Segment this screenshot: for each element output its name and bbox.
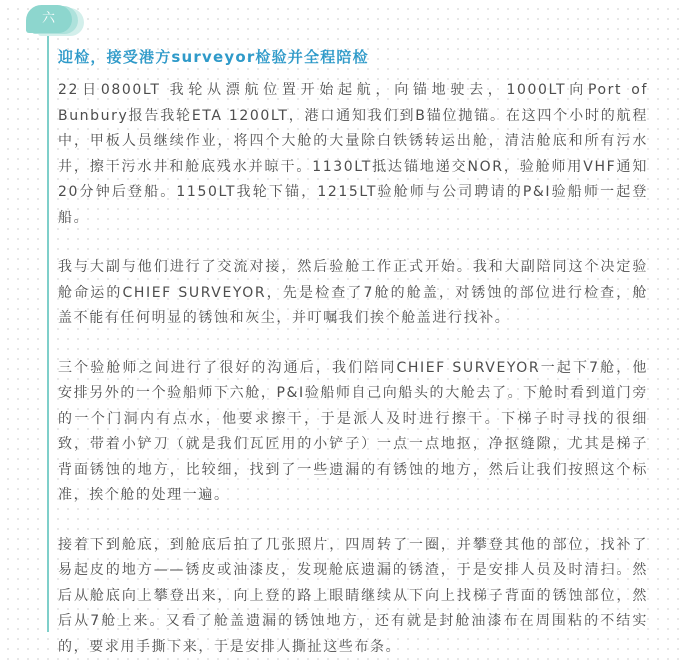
paragraph-tank-top-inspection: 接着下到舱底，到舱底后拍了几张照片，四周转了一圈，并攀登其他的部位，找补了易起皮的地方——锈皮或油漆皮，发现舱底遗漏的锈渣，于是安排人员及时清扫。然后从舱底向上攀登出来，向上登的路上眼睛继续从下向上找梯子背面的锈蚀部位，然后从7舱上来。又看了舱盖遗漏的锈蚀地方，还有就是封舱油漆布在周围粘的不结实的，要求用手撕下来，于是安排人撕扯这些布条。 xyxy=(58,533,648,660)
timeline-line xyxy=(47,10,49,632)
section-number: 六 xyxy=(26,5,72,33)
article-content xyxy=(58,46,648,660)
paragraph-hold-inspection: 三个验舱师之间进行了很好的沟通后，我们陪同CHIEF SURVEYOR一起下7舱，他安排另外的一个验船师下六舱，P&I验船师自己向船头的大舱去了。下舱时看到道门旁的一个门洞内有点水，他要求擦干，于是派人及时进行擦干。下梯子时寻找的很细致，带着小铲刀（就是我们瓦匠用的小铲子）一点一点地抠，净抠缝隙，尤其是梯子背面锈蚀的地方，比较细，找到了一些遗漏的有锈蚀的地方，然后让我们按照这个标准，挨个舱的处理一遍。 xyxy=(58,356,648,509)
paragraph-hatch-cover-check: 我与大副与他们进行了交流对接，然后验舱工作正式开始。我和大副陪同这个决定验舱命运的CHIEF SURVEYOR，先是检查了7舱的舱盖，对锈蚀的部位进行检查，舱盖不能有任何明显的锈蚀和灰尘，并叮嘱我们挨个舱盖进行找补。 xyxy=(58,255,648,332)
paragraph-arrival: 22日0800LT 我轮从漂航位置开始起航，向锚地驶去，1000LT向Port of Bunbury报告我轮ETA 1200LT，港口通知我们到B锚位抛锚。在这四个小时的航程中，甲板人员继续作业，将四个大舱的大量除白铁锈转运出舱，清洁舱底和所有污水井，擦干污水井和舱底残水并晾干。1130LT抵达锚地递交NOR，验舱师用VHF通知20分钟后登船。1150LT我轮下锚，1215LT验舱师与公司聘请的P&I验船师一起登船。 xyxy=(58,78,648,231)
section-badge xyxy=(26,5,84,35)
article-title: 迎检，接受港方surveyor检验并全程陪检 xyxy=(58,46,648,67)
